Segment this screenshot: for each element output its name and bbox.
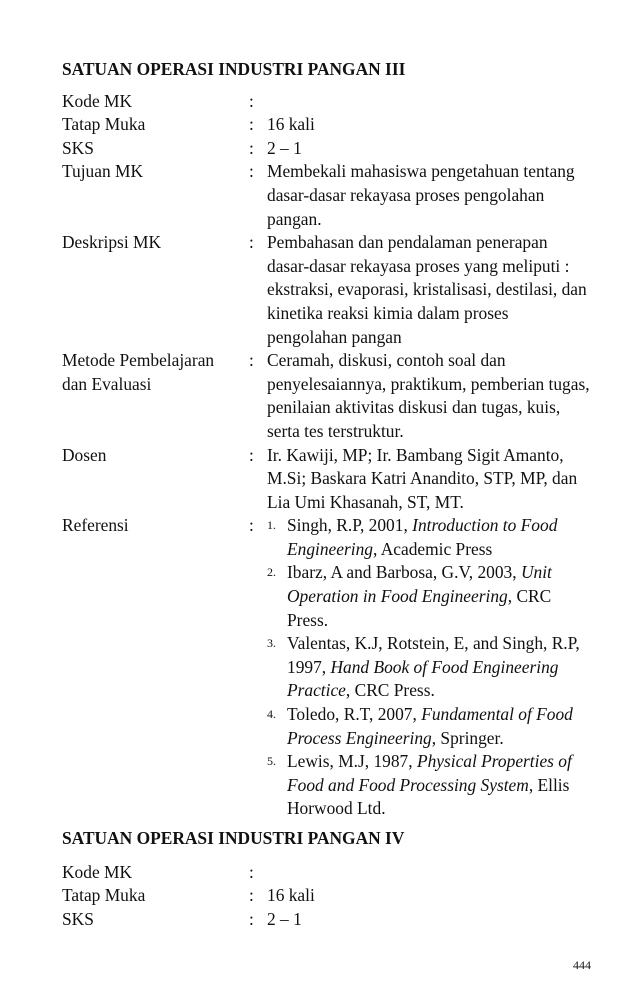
field-value: Ceramah, diskusi, contoh soal dan penyelesaiannya, praktikum, pemberian tugas, penilaian aktivitas diskusi dan tugas, kuis, serta tes terstruktur.	[267, 350, 590, 441]
reference-list	[267, 514, 592, 821]
field-value: 16 kali	[267, 885, 315, 906]
field-label: Tujuan MK	[62, 161, 144, 182]
field-value: 16 kali	[267, 114, 315, 135]
field-value	[267, 90, 592, 114]
field-metode: Metode Pembelajaran dan Evaluasi : Ceramah, diskusi, contoh soal dan penyelesaiannya, praktikum, pemberian tugas, penilaian aktivitas diskusi dan tugas, kuis, serta tes terstruktur.	[62, 349, 592, 443]
field-deskripsi-mk: Deskripsi MK : Pembahasan dan pendalaman penerapan dasar-dasar rekayasa proses yang meliputi : ekstraksi, evaporasi, kristalisasi, destilasi, dan kinetika reaksi kimia dalam proses pengolahan pangan	[62, 231, 592, 349]
document-page	[62, 58, 592, 931]
reference-item: 3. Valentas, K.J, Rotstein, E, and Singh, R.P, 1997, Hand Book of Food Engineering Practice, CRC Press.	[267, 632, 592, 703]
reference-item: 5. Lewis, M.J, 1987, Physical Properties of Food and Food Processing System, Ellis Horwood Ltd.	[267, 750, 592, 821]
field-sks: SKS : 2 – 1	[62, 908, 592, 932]
field-referensi: Referensi : 1. Singh, R.P, 2001, Introduction to Food Engineering, Academic Press 2. Ibarz, A and Barbosa, G.V, 2003, Unit Operation in Food Engineering, CRC Press. 3. Valentas, K.J, Rotstein, E, and Singh, R.P, 1997, Hand Book of Food Engineering Practice, CRC Press. 4. Toledo, R.T, 2007, Fundamental of Food Process Engineering, Springer. 5. Lewis, M.J, 1987, Physical Properties of Food and Food Processing System, Ellis Horwood Ltd.	[62, 514, 592, 821]
page-number: 444	[573, 958, 591, 972]
field-kode-mk: Kode MK :	[62, 90, 592, 114]
field-label: SKS	[62, 908, 94, 929]
field-value	[267, 861, 592, 885]
field-label: Tatap Muka	[62, 114, 146, 135]
field-sks: SKS : 2 – 1	[62, 137, 592, 161]
reference-number: 2.	[267, 565, 276, 580]
field-value: Ir. Kawiji, MP; Ir. Bambang Sigit Amanto, M.Si; Baskara Katri Anandito, STP, MP, dan Lia Umi Khasanah, ST, MT.	[267, 444, 578, 512]
field-tatap-muka: Tatap Muka : 16 kali	[62, 884, 592, 908]
reference-item: 2. Ibarz, A and Barbosa, G.V, 2003, Unit Operation in Food Engineering, CRC Press.	[267, 561, 592, 632]
reference-number: 4.	[267, 707, 276, 722]
field-dosen: Dosen : Ir. Kawiji, MP; Ir. Bambang Sigit Amanto, M.Si; Baskara Katri Anandito, STP, MP, dan Lia Umi Khasanah, ST, MT.	[62, 444, 592, 515]
course-title: SATUAN OPERASI INDUSTRI PANGAN III	[62, 59, 406, 79]
field-label: Deskripsi MK	[62, 232, 162, 253]
field-value: 2 – 1	[267, 137, 302, 158]
field-tujuan-mk: Tujuan MK : Membekali mahasiswa pengetahuan tentang dasar-dasar rekayasa proses pengolahan pangan.	[62, 160, 592, 231]
field-kode-mk: Kode MK :	[62, 861, 592, 885]
reference-item: 4. Toledo, R.T, 2007, Fundamental of Food Process Engineering, Springer.	[267, 703, 592, 750]
field-label: Tatap Muka	[62, 885, 146, 906]
field-value: 2 – 1	[267, 908, 302, 929]
field-value: Membekali mahasiswa pengetahuan tentang dasar-dasar rekayasa proses pengolahan pangan.	[267, 161, 575, 229]
reference-number: 1.	[267, 518, 276, 533]
field-label: SKS	[62, 137, 94, 158]
reference-number: 5.	[267, 754, 276, 769]
field-label: Kode MK	[62, 90, 133, 111]
field-tatap-muka: Tatap Muka : 16 kali	[62, 113, 592, 137]
field-label	[62, 349, 249, 443]
field-value: Pembahasan dan pendalaman penerapan dasar-dasar rekayasa proses yang meliputi : ekstraksi, evaporasi, kristalisasi, destilasi, dan kinetika reaksi kimia dalam proses pengolahan pangan	[267, 232, 587, 347]
field-label-line: Metode Pembelajaran	[62, 350, 215, 371]
course-title: SATUAN OPERASI INDUSTRI PANGAN IV	[62, 828, 405, 848]
reference-number: 3.	[267, 636, 276, 651]
field-label: Referensi	[62, 515, 129, 536]
field-label: Kode MK	[62, 861, 133, 882]
reference-item: 1. Singh, R.P, 2001, Introduction to Food Engineering, Academic Press	[267, 514, 592, 561]
field-label: Dosen	[62, 444, 107, 465]
field-label-line: dan Evaluasi	[62, 373, 152, 394]
